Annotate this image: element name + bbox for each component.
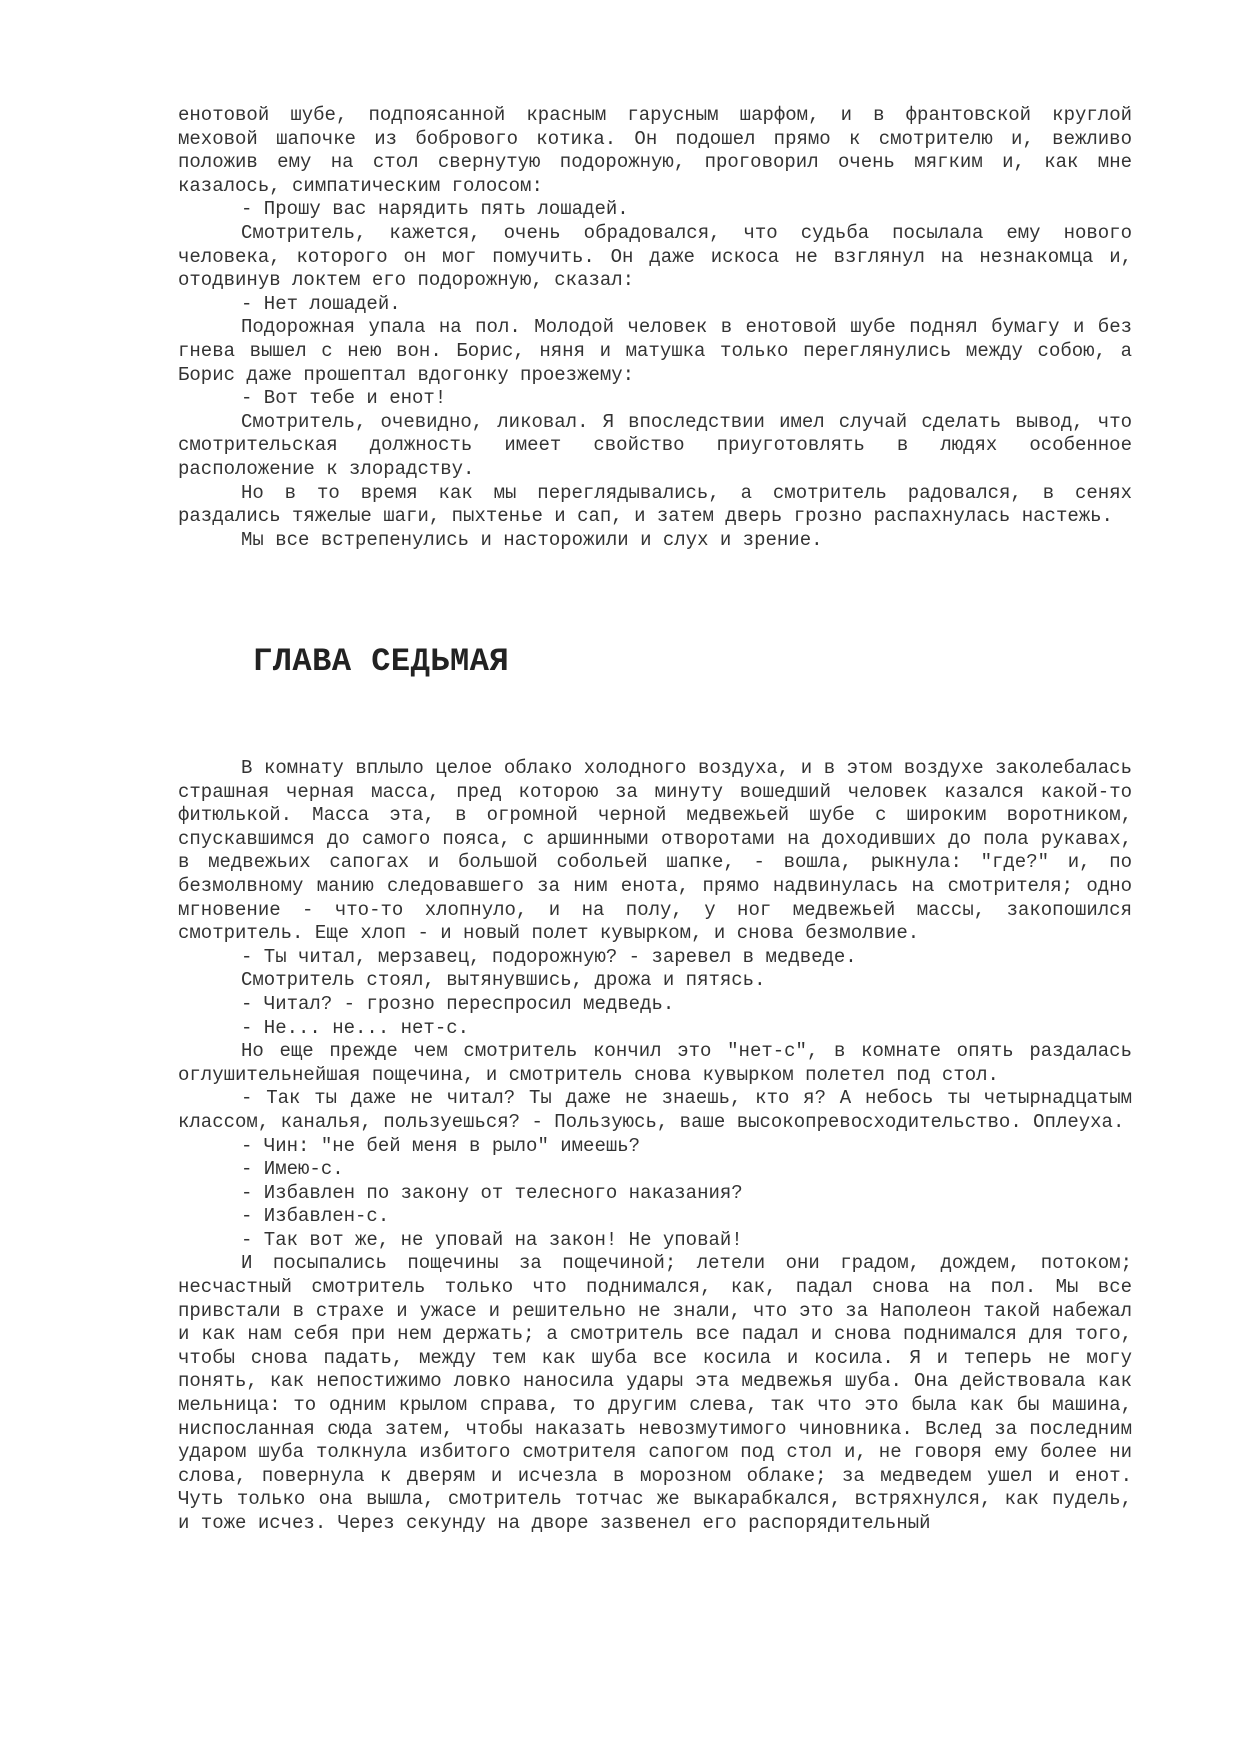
paragraph: Но в то время как мы переглядывались, а смотритель радовался, в сенях раздались тяжелые шаги, пыхтенье и сап, и затем дверь грозно распахнулась настежь. <box>178 481 1132 528</box>
paragraph: Смотритель, кажется, очень обрадовался, что судьба посылала ему нового человека, которого он мог помучить. Он даже искоса не взглянул на незнакомца и, отодвинув локтем его подорожную, сказал: <box>178 221 1132 292</box>
paragraph: - Вот тебе и енот! <box>241 387 447 410</box>
paragraph: И посыпались пощечины за пощечиной; летели они градом, дождем, потоком; несчастный смотритель только что поднимался, как, падал снова на пол. Мы все привстали в страхе и ужасе и решительно не знали, что это за Наполеон такой набежал и как нам себя при нем держать; а смотритель все падал и снова поднимался для того, чтобы снова падать, между тем как шуба все косила и косила. Я и теперь не могу понять, как непостижимо ловко наносила удары эта медвежья шуба. Она действовала как мельница: то одним крылом справа, то другим слева, так что это была как бы машина, ниспосланная сюда затем, чтобы наказать невозмутимого чиновника. Вслед за последним ударом шуба толкнула избитого смотрителя сапогом под стол и, не говоря ему более ни слова, повернула к дверям и исчезла в морозном облаке; за медведем ушел и енот. Чуть только она вышла, смотритель тотчас же выкарабкался, встряхнулся, как пудель, и тоже исчез. Через секунду на дворе зазвенел его распорядительный <box>178 1252 1132 1534</box>
paragraph: - Избавлен по закону от телесного наказания? <box>241 1181 743 1204</box>
paragraph: - Читал? - грозно переспросил медведь. <box>241 992 675 1015</box>
paragraph: - Не... не... нет-с. <box>241 1016 470 1039</box>
paragraph: - Нет лошадей. <box>241 292 401 315</box>
paragraph: Мы все встрепенулись и насторожили и слух и зрение. <box>241 528 823 551</box>
paragraph: - Так вот же, не уповай на закон! Не уповай! <box>241 1228 743 1251</box>
paragraph: Смотритель, очевидно, ликовал. Я впоследствии имел случай сделать вывод, что смотрительская должность имеет свойство приуготовлять в людях особенное расположение к злорадству. <box>178 410 1132 480</box>
paragraph: енотовой шубе, подпоясанной красным гарусным шарфом, и в франтовской круглой меховой шапочке из бобрового котика. Он подошел прямо к смотрителю и, вежливо положив ему на стол свернутую подорожную, проговорил очень мягким и, как мне казалось, симпатическим голосом: <box>178 104 1132 197</box>
paragraph: - Имею-с. <box>241 1158 344 1181</box>
paragraph: - Чин: "не бей меня в рыло" имеешь? <box>241 1134 641 1157</box>
text-block-bottom <box>178 757 1132 1536</box>
paragraph: В комнату вплыло целое облако холодного воздуха, и в этом воздухе заколебалась страшная черная масса, пред которою за минуту вошедший человек казался какой-то фитюлькой. Масса эта, в огромной черной медвежьей шубе с широким воротником, спускавшимся до самого пояса, с аршинными отворотами на доходивших до пола рукавах, в медвежьих сапогах и большой собольей шапке, - вошла, рыкнула: "где?" и, по безмолвному манию следовавшего за ним енота, прямо надвинулась на смотрителя; одно мгновение - что-то хлопнуло, и на полу, у ног медвежьей массы, закопошился смотритель. Еще хлоп - и новый полет кувырком, и снова безмолвие. <box>178 757 1132 945</box>
paragraph: Подорожная упала на пол. Молодой человек в енотовой шубе поднял бумагу и без гнева вышел с нею вон. Борис, няня и матушка только переглянулись между собою, а Борис даже прошептал вдогонку проезжему: <box>178 316 1132 386</box>
paragraph: - Ты читал, мерзавец, подорожную? - заревел в медведе. <box>241 945 857 968</box>
chapter-heading: ГЛАВА СЕДЬМАЯ <box>253 643 510 680</box>
paragraph: Но еще прежде чем смотритель кончил это "нет-с", в комнате опять раздалась оглушительнейшая пощечина, и смотритель снова кувырком полетел под стол. <box>178 1040 1132 1086</box>
paragraph: - Избавлен-с. <box>241 1205 390 1228</box>
text-block-top <box>178 104 1132 552</box>
paragraph: - Так ты даже не читал? Ты даже не знаешь, кто я? А небось ты четырнадцатым классом, каналья, пользуешься? - Пользуюсь, ваше высокопревосходительство. Оплеуха. <box>178 1087 1132 1133</box>
paragraph: Смотритель стоял, вытянувшись, дрожа и пятясь. <box>241 969 766 992</box>
paragraph: - Прошу вас нарядить пять лошадей. <box>241 198 629 221</box>
